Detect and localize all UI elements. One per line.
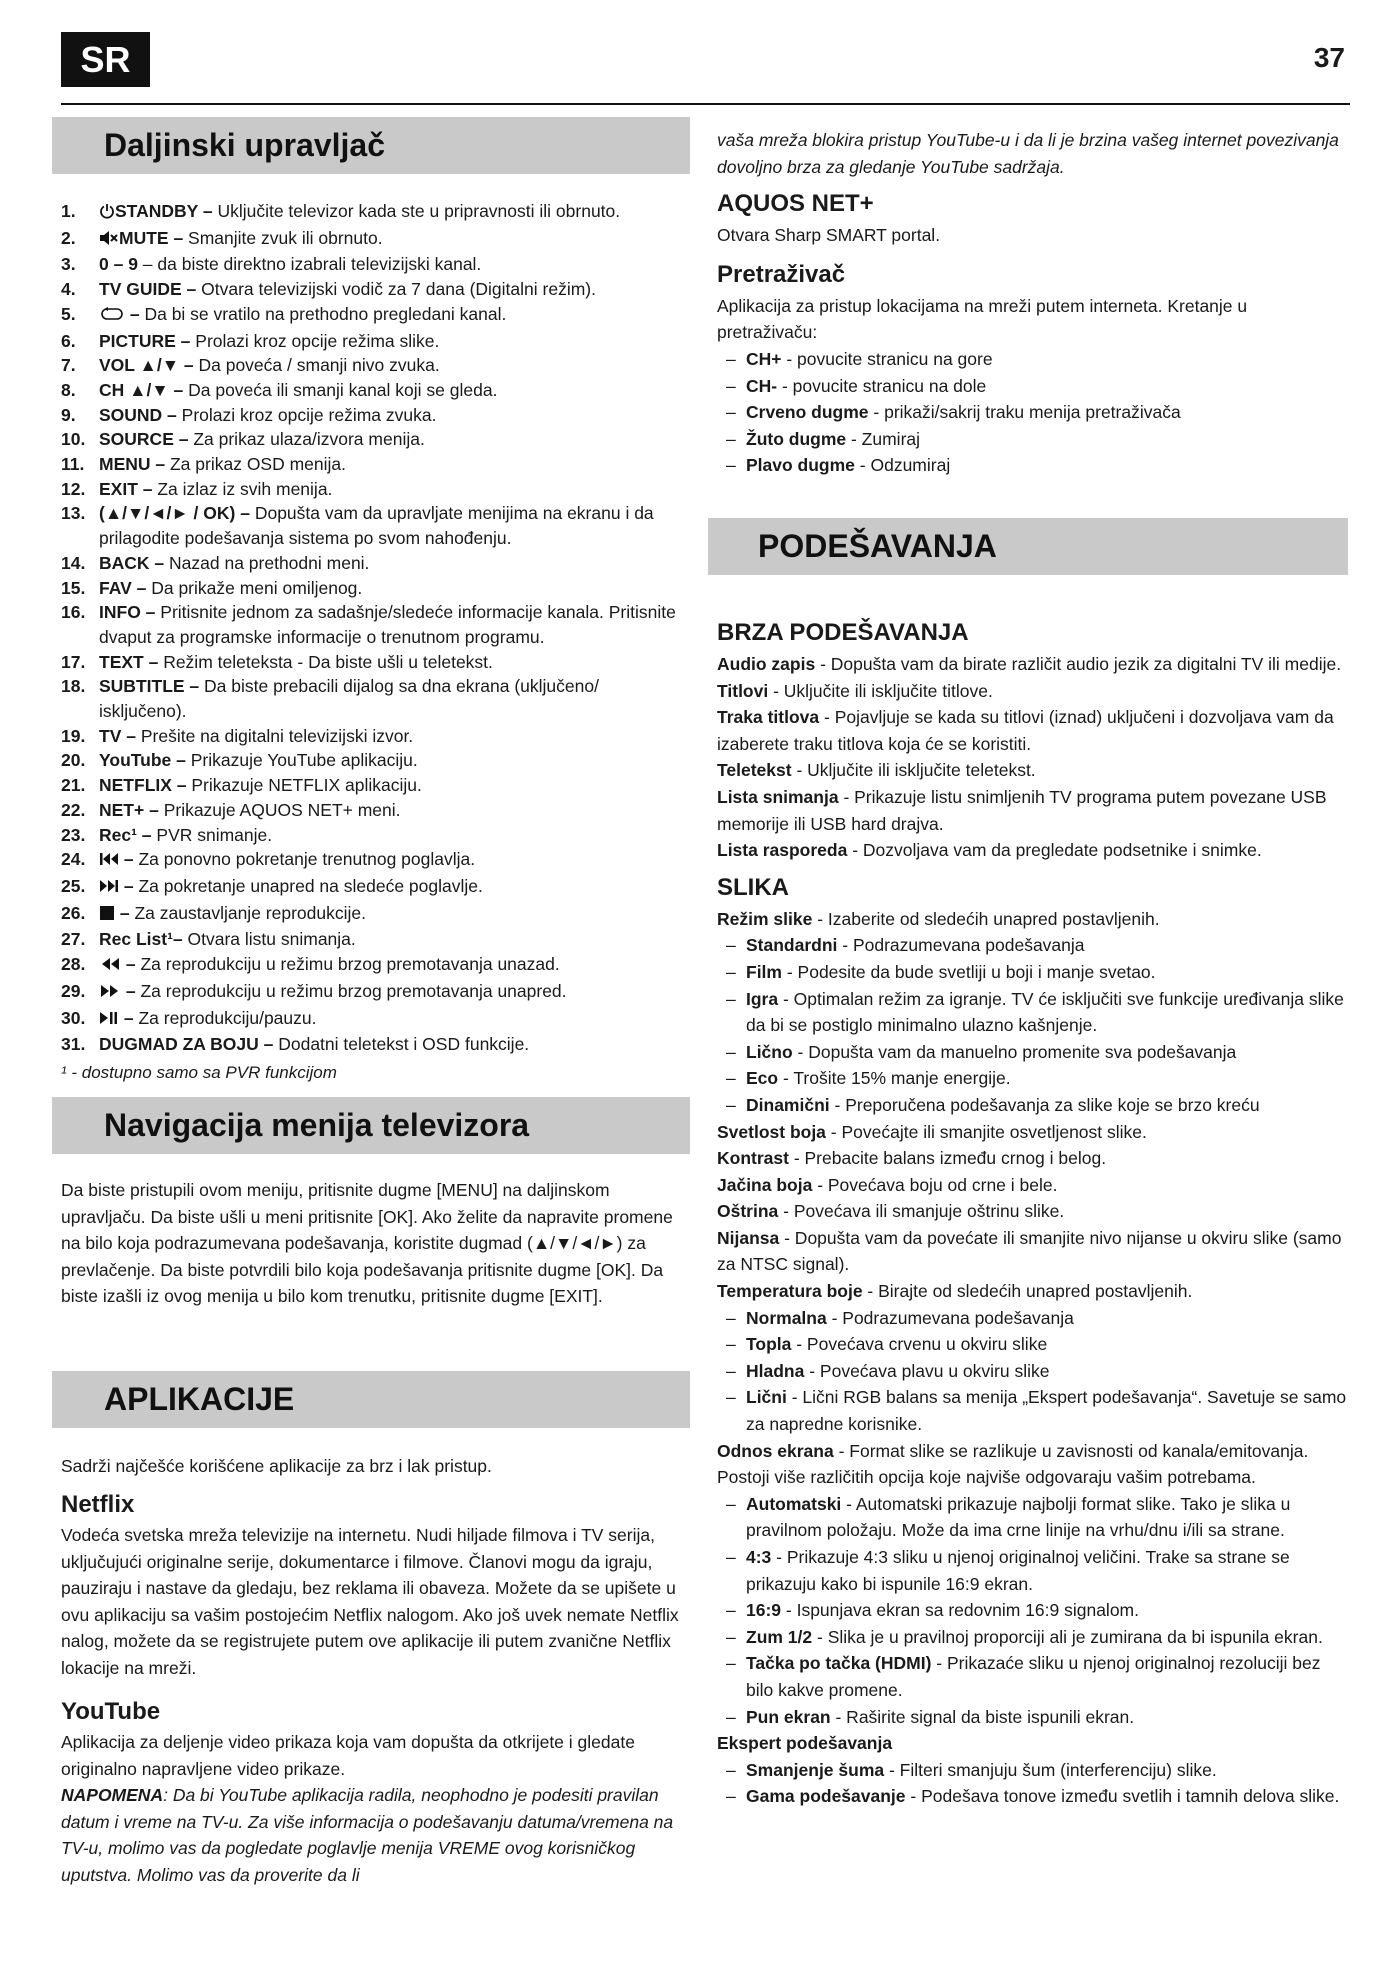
apps-intro: Sadrži najčešće korišćene aplikacije za brz i lak pristup. [61, 1456, 492, 1476]
item-key: CH ▲/▼ – [99, 379, 184, 400]
prev-chapter-icon [99, 849, 119, 874]
item-number: 17. [61, 651, 86, 672]
item-description: Prolazi kroz opcije režima slike. [190, 330, 440, 351]
browser-control-item [717, 399, 1348, 426]
term: Lično [746, 1041, 793, 1062]
item-key: – [119, 875, 134, 896]
item-key: 0 – 9 [99, 254, 138, 275]
aspect-ratio-item [717, 1491, 1348, 1544]
term: Crveno dugme [746, 402, 869, 423]
term: Zum 1/2 [746, 1626, 813, 1647]
definition: - Uključite ili isključite teletekst. [791, 760, 1036, 781]
definition: - Podešava tonove između svetlih i tamnih delova slike. [905, 1786, 1340, 1807]
swap-icon [99, 304, 125, 329]
item-description: Prikazuje AQUOS NET+ meni. [158, 799, 401, 820]
item-description: Za pokretanje unapred na sledeće poglavlje. [133, 875, 483, 896]
item-key: (▲/▼/◄/► / OK) – [99, 503, 250, 524]
definition: - Prikazuje 4:3 sliku u njenoj originalnoj veličini. Trake sa strane se prikazuju kako bi ispunile 16:9 ekran. [746, 1547, 1290, 1594]
term: Tačka po tačka (HDMI) [746, 1653, 932, 1674]
definition: - Dopušta vam da povećate ili smanjite nivo nijanse u okviru slike (samo za NTSC signal). [717, 1227, 1342, 1275]
item-key: TEXT – [99, 651, 159, 672]
remote-list-item [61, 302, 690, 329]
item-key: – [125, 303, 140, 324]
definition: - Podrazumevana podešavanja [826, 1307, 1074, 1328]
term: 4:3 [746, 1547, 772, 1567]
item-number: 14. [61, 552, 86, 573]
remote-list-item [61, 252, 690, 277]
item-description: Za izlaz iz svih menija. [152, 478, 333, 499]
quick-settings-list [717, 651, 1348, 864]
rewind-icon [99, 954, 121, 979]
youtube-text: Aplikacija za deljenje video prikaza koja vam dopušta da otkrijete i gledate originalno napravljene video prikaze. [61, 1732, 635, 1779]
picture-params-list [717, 1119, 1348, 1279]
item-key: – [121, 980, 136, 1001]
definition: - Povećava boju od crne i bele. [812, 1174, 1058, 1195]
item-description: Da bi se vratilo na prethodno pregledani kanal. [139, 303, 507, 324]
item-number: 1. [61, 201, 76, 221]
item-description: Pritisnite jednom za sadašnje/sledeće informacije kanala. Pritisnite dvaput za programske informacije o trenutnom programu. [99, 602, 676, 647]
nav-paragraph: Da biste pristupili ovom meniju, pritisnite dugme [MENU] na daljinskom upravljaču. Da biste ušli u meni pritisnite [OK]. Ako želite da napravite promene na bilo koja podrazumevana podešavanja, koristite dugmad (▲/▼/◄/►) za prevlačenje. Da biste potvrdili bilo koja podešavanja pritisnite dugme [OK]. Da biste izašli iz ovog menija u bilo kom trenutku, pritisnite dugme [EXIT]. [61, 1180, 673, 1306]
aspect-ratio-item [717, 1544, 1348, 1597]
item-key: – [119, 849, 134, 870]
item-key: SOUND – [99, 404, 177, 425]
color-temp-item [717, 1384, 1348, 1437]
remote-list-item [61, 724, 690, 749]
remote-list-item [61, 748, 690, 773]
remote-list-item [61, 1032, 690, 1057]
color-temp-item [717, 1331, 1348, 1358]
item-number: 26. [61, 902, 86, 923]
item-description: Za zaustavljanje reprodukcije. [129, 902, 366, 923]
item-key: – [121, 954, 136, 975]
term: Hladna [746, 1360, 805, 1381]
netflix-section [61, 1488, 690, 1681]
item-key: NET+ – [99, 799, 159, 820]
term: Svetlost boja [717, 1121, 826, 1142]
aquos-text: Otvara Sharp SMART portal. [717, 225, 941, 246]
picture-param-item [717, 1172, 1348, 1199]
stop-icon [99, 903, 115, 928]
item-key: EXIT – [99, 478, 153, 499]
item-key: YouTube – [99, 750, 186, 771]
definition: - Podrazumevana podešavanja [837, 935, 1085, 956]
remote-list-item [61, 427, 690, 452]
item-description: Režim teleteksta - Da biste ušli u teletekst. [158, 651, 493, 672]
term: Igra [746, 988, 779, 1009]
remote-list-wrap [61, 199, 690, 1085]
youtube-section [61, 1695, 690, 1888]
definition: - Podesite da bude svetliji u boji i manje svetao. [781, 961, 1156, 982]
item-number: 6. [61, 330, 76, 351]
quick-setting-item [717, 678, 1348, 705]
item-number: 27. [61, 929, 86, 950]
quick-setting-item [717, 784, 1348, 837]
nav-heading: Navigacija menija televizora [52, 1097, 690, 1154]
item-number: 24. [61, 849, 86, 870]
item-number: 29. [61, 980, 86, 1001]
remote-list-item [61, 1006, 690, 1033]
remote-list-item [61, 501, 690, 550]
browser-controls-list [717, 346, 1348, 479]
item-number: 15. [61, 577, 86, 598]
note-text: : Da bi YouTube aplikacija radila, neophodno je podesiti pravilan datum i vreme na TV-u. Za više informacija o podešavanju datuma/vremena na TV-u, molimo vas da pogledate poglavlje menija VREME ovog korisničkog uputstva. Molimo vas da proverite da li [61, 1785, 674, 1885]
aspect-ratio-item [717, 1624, 1348, 1651]
item-number: 20. [61, 750, 86, 771]
aspect-ratio-item [717, 1650, 1348, 1703]
remote-list-item [61, 952, 690, 979]
item-key: DUGMAD ZA BOJU – [99, 1034, 274, 1055]
term: Lista snimanja [717, 786, 839, 807]
color-temp-line [717, 1278, 1348, 1305]
item-description: Da poveća ili smanji kanal koji se gleda. [183, 379, 498, 400]
aspect-ratio-item [717, 1704, 1348, 1731]
definition: - Optimalan režim za igranje. TV će isključiti sve funkcije uređivanja slike da bi se postiglo minimalno ulazno kašnjenje. [746, 988, 1344, 1036]
term: Dinamični [746, 1094, 830, 1115]
quick-settings-title: BRZA PODEŠAVANJA [717, 619, 969, 646]
play-pause-icon [99, 1008, 119, 1033]
remote-list-item [61, 403, 690, 428]
picture-param-item [717, 1225, 1348, 1278]
definition: - Povećava ili smanjuje oštrinu slike. [778, 1201, 1065, 1222]
term: CH+ [746, 348, 782, 369]
item-description: Za prikaz OSD menija. [165, 454, 347, 475]
term: Audio zapis [717, 654, 816, 674]
definition: - Slika je u pravilnoj proporciji ali je zumirana da bi ispunila ekran. [812, 1626, 1323, 1647]
definition: - Zumiraj [846, 428, 921, 449]
picture-mode-item [717, 1039, 1348, 1066]
term: Temperatura boje [717, 1281, 863, 1302]
item-description: Otvara listu snimanja. [182, 929, 356, 950]
language-badge: SR [61, 32, 150, 87]
browser-control-item [717, 373, 1348, 400]
item-key: Rec List¹– [99, 929, 183, 950]
term: Titlovi [717, 680, 769, 701]
item-number: 9. [61, 404, 76, 425]
item-description: Dopušta vam da upravljate menijima na ekranu i da prilagodite podešavanja sistema po svom nahođenju. [99, 503, 654, 549]
item-key: TV GUIDE – [99, 279, 197, 300]
term: Jačina boja [717, 1174, 813, 1195]
item-key: SOURCE – [99, 429, 189, 450]
definition: - Prebacite balans između crnog i belog. [788, 1148, 1107, 1169]
definition: - povucite stranicu na dole [777, 375, 987, 396]
remote-list-item [61, 927, 690, 952]
item-description: Da biste prebacili dijalog sa dna ekrana (uključeno/ isključeno). [99, 676, 599, 722]
term: Nijansa [717, 1227, 780, 1248]
picture-mode-item [717, 1065, 1348, 1092]
right-top-block [717, 127, 1348, 479]
remote-list-item [61, 353, 690, 378]
pvr-footnote: ¹ - dostupno samo sa PVR funkcijom [61, 1062, 337, 1082]
expert-title: Ekspert podešavanja [717, 1733, 893, 1754]
browser-control-item [717, 346, 1348, 373]
definition: - Prikazaće sliku u njenoj originalnoj rezoluciji bez bilo kakve promene. [746, 1653, 1321, 1700]
term: CH- [746, 375, 778, 396]
remote-list-item [61, 329, 690, 354]
definition: - Dopušta vam da manuelno promenite sva podešavanja [792, 1041, 1237, 1062]
term: Automatski [746, 1493, 842, 1514]
item-number: 16. [61, 602, 86, 623]
item-key: MENU – [99, 454, 166, 475]
picture-mode-item [717, 1092, 1348, 1119]
item-number: 7. [61, 355, 76, 376]
remote-list-item [61, 600, 690, 649]
left-column [52, 0, 690, 1987]
aquos-title: AQUOS NET+ [717, 190, 874, 218]
quick-setting-item [717, 704, 1348, 757]
remote-list-item [61, 576, 690, 601]
item-description: Za prikaz ulaza/izvora menija. [188, 429, 425, 450]
item-key: – [119, 1007, 134, 1028]
picture-param-item [717, 1119, 1348, 1146]
item-key: INFO – [99, 602, 156, 623]
definition: - Povećava crvenu u okviru slike [791, 1334, 1048, 1355]
term: Kontrast [717, 1148, 789, 1169]
item-number: 23. [61, 824, 86, 845]
fast-forward-icon [99, 981, 121, 1006]
definition: - prikaži/sakrij traku menija pretraživača [868, 402, 1181, 423]
item-description: Smanjite zvuk ili obrnuto. [183, 227, 383, 248]
netflix-title: Netflix [61, 1491, 135, 1518]
item-key: VOL ▲/▼ – [99, 355, 194, 376]
item-description: Prolazi kroz opcije režima zvuka. [176, 404, 437, 425]
item-number: 11. [61, 454, 85, 475]
term: Topla [746, 1334, 792, 1355]
remote-list-item [61, 551, 690, 576]
right-column [708, 0, 1348, 1987]
definition: - Povećajte ili smanjite osvetljenost slike. [825, 1121, 1147, 1142]
item-description: Prešite na digitalni televizijski izvor. [135, 725, 414, 746]
picture-title: SLIKA [717, 873, 789, 901]
definition: - Dozvoljava vam da pregledate podsetnike i snimke. [847, 840, 1262, 861]
item-number: 18. [61, 676, 86, 697]
remote-list-item [61, 979, 690, 1006]
item-description: Da poveća / smanji nivo zvuka. [193, 355, 440, 376]
item-number: 3. [61, 254, 76, 275]
item-description: Uključite televizor kada ste u pripravnosti ili obrnuto. [212, 201, 621, 221]
term: Eco [746, 1068, 779, 1089]
definition: - Dopušta vam da birate različit audio jezik za digitalni TV ili medije. [815, 654, 1342, 674]
term: Traka titlova [717, 707, 820, 728]
item-number: 8. [61, 379, 76, 400]
item-number: 2. [61, 227, 76, 248]
term: Odnos ekrana [717, 1440, 834, 1461]
settings-heading: PODEŠAVANJA [708, 518, 1348, 575]
netflix-text: Vodeća svetska mreža televizije na internetu. Nudi hiljade filmova i TV serija, uključujući originalne serije, dokumentarce i filmove. Članovi mogu da igraju, pauziraju i nastave da gledaju, bez reklama ili obaveza. Možete da se upišete u ovu aplikaciju sa vašim postojećim Netflix nalogom. Ako još uvek nemate Netflix nalog, možete da se registrujete putem ove aplikacije ili putem zvanične Netflix lokacije na mreži. [61, 1525, 679, 1678]
picture-param-item [717, 1145, 1348, 1172]
remote-list-item [61, 901, 690, 928]
item-description: Da prikaže meni omiljenog. [146, 577, 363, 598]
color-temp-item [717, 1358, 1348, 1385]
item-number: 19. [61, 725, 86, 746]
browser-control-item [717, 452, 1348, 479]
item-number: 12. [61, 478, 86, 499]
term: Oštrina [717, 1201, 779, 1222]
definition: - Filteri smanjuju šum (interferenciju) slike. [884, 1759, 1217, 1780]
remote-list-item [61, 277, 690, 302]
definition: - Ispunjava ekran sa redovnim 16:9 signalom. [781, 1600, 1139, 1621]
item-description: Prikazuje NETFLIX aplikaciju. [186, 775, 422, 796]
mute-icon [99, 228, 119, 253]
picture-mode-line [717, 906, 1348, 933]
term: Žuto dugme [746, 428, 847, 449]
settings-body [717, 611, 1348, 1810]
picture-mode-list [717, 932, 1348, 1118]
quick-setting-item [717, 651, 1348, 678]
expert-setting-item [717, 1783, 1348, 1810]
item-key: SUBTITLE – [99, 676, 200, 697]
definition: - Izaberite od sledećih unapred postavljenih. [812, 908, 1160, 929]
term: Lični [746, 1387, 787, 1408]
item-description: Za ponovno pokretanje trenutnog poglavlja. [133, 849, 476, 870]
item-key: PICTURE – [99, 330, 191, 351]
next-chapter-icon [99, 876, 119, 901]
term: Smanjenje šuma [746, 1759, 885, 1780]
note-continuation: vaša mreža blokira pristup YouTube-u i da li je brzina vašeg internet povezivanja dovoljno brza za gledanje YouTube sadržaja. [717, 130, 1339, 177]
definition: - Automatski prikazuje najbolji format slike. Tako je slika u pravilnom položaju. Može da ima crne linije na vrhu/dnu i/ili sa strane. [746, 1493, 1291, 1541]
remote-list-item [61, 650, 690, 675]
youtube-title: YouTube [61, 1698, 161, 1725]
item-description: PVR snimanje. [151, 824, 273, 845]
remote-heading: Daljinski upravljač [52, 117, 690, 174]
definition: - Pojavljuje se kada su titlovi (iznad) uključeni i dozvoljava vam da izaberete traku titlova koja će se koristiti. [717, 707, 1334, 754]
item-description: Prikazuje YouTube aplikaciju. [185, 750, 418, 771]
definition: - Uključite ili isključite titlove. [768, 680, 993, 701]
definition: - Birajte od sledećih unapred postavljenih. [862, 1281, 1193, 1302]
remote-list-item [61, 874, 690, 901]
definition: - Format slike se razlikuje u zavisnosti od kanala/emitovanja. Postoji više različitih opcija koje najviše odgovaraju vašim potrebama. [717, 1440, 1309, 1488]
apps-heading: APLIKACIJE [52, 1371, 690, 1428]
term: Film [746, 961, 782, 982]
item-number: 13. [61, 503, 86, 524]
picture-param-item [717, 1198, 1348, 1225]
definition: - Odzumiraj [854, 455, 951, 476]
picture-mode-item [717, 986, 1348, 1039]
item-number: 30. [61, 1007, 86, 1028]
definition: - Lični RGB balans sa menija „Ekspert podešavanja“. Savetuje se samo za napredne korisnike. [746, 1387, 1347, 1435]
definition: - Preporučena podešavanja za slike koje se brzo kreću [829, 1094, 1260, 1115]
item-number: 10. [61, 429, 86, 450]
browser-title: Pretraživač [717, 260, 846, 288]
picture-mode-item [717, 932, 1348, 959]
item-description: Nazad na prethodni meni. [164, 552, 370, 573]
remote-list-item [61, 452, 690, 477]
item-description: Za reprodukciju u režimu brzog premotavanja unazad. [135, 954, 560, 975]
item-number: 4. [61, 279, 76, 300]
power-icon [99, 201, 115, 226]
item-key: NETFLIX – [99, 775, 187, 796]
item-key: MUTE – [119, 227, 184, 248]
item-key: Rec¹ – [99, 824, 152, 845]
browser-control-item [717, 426, 1348, 453]
term: Plavo dugme [746, 455, 855, 476]
remote-list-item [61, 823, 690, 848]
expert-setting-item [717, 1757, 1348, 1784]
remote-control-list [61, 199, 690, 1057]
remote-list-item [61, 847, 690, 874]
definition: - Raširite signal da biste ispunili ekran. [830, 1706, 1135, 1727]
item-description: Dodatni teletekst i OSD funkcije. [273, 1034, 530, 1055]
quick-setting-item [717, 837, 1348, 864]
item-key: – [115, 902, 130, 923]
term: 16:9 [746, 1600, 782, 1621]
color-temp-item [717, 1305, 1348, 1332]
term: Režim slike [717, 908, 813, 929]
item-number: 25. [61, 875, 86, 896]
item-number: 28. [61, 954, 86, 975]
remote-list-item [61, 226, 690, 253]
picture-mode-item [717, 959, 1348, 986]
item-description: – da biste direktno izabrali televizijski kanal. [137, 254, 482, 275]
definition: - Prikazuje listu snimljenih TV programa putem povezane USB memorije ili USB hard drajva. [717, 786, 1327, 834]
item-key: TV – [99, 725, 136, 746]
definition: - Povećava plavu u okviru slike [804, 1360, 1050, 1381]
aspect-ratio-item [717, 1597, 1348, 1624]
color-temp-list [717, 1305, 1348, 1438]
item-description: Za reprodukciju u režimu brzog premotavanja unapred. [135, 980, 567, 1001]
item-number: 21. [61, 775, 86, 796]
aspect-ratio-list [717, 1491, 1348, 1730]
item-description: Otvara televizijski vodič za 7 dana (Digitalni režim). [196, 279, 596, 300]
item-key: FAV – [99, 577, 147, 598]
term: Gama podešavanje [746, 1786, 906, 1807]
definition: - povucite stranicu na gore [781, 348, 993, 369]
youtube-note [61, 1782, 690, 1888]
remote-list-item [61, 773, 690, 798]
term: Teletekst [717, 760, 792, 781]
item-number: 22. [61, 799, 86, 820]
remote-list-item [61, 798, 690, 823]
item-key: STANDBY – [115, 201, 213, 221]
definition: - Trošite 15% manje energije. [778, 1068, 1011, 1089]
browser-text: Aplikacija za pristup lokacijama na mreži putem interneta. Kretanje u pretraživaču: [717, 295, 1248, 343]
remote-list-item [61, 477, 690, 502]
term: Normalna [746, 1307, 827, 1328]
item-number: 31. [61, 1034, 86, 1055]
remote-list-item [61, 378, 690, 403]
aspect-ratio-line [717, 1438, 1348, 1491]
page-number: 37 [1313, 42, 1345, 73]
expert-settings-list [717, 1757, 1348, 1810]
term: Standardni [746, 935, 838, 956]
term: Lista rasporeda [717, 840, 848, 861]
remote-list-item [61, 199, 690, 226]
note-label: NAPOMENA [61, 1785, 164, 1805]
item-description: Za reprodukciju/pauzu. [133, 1007, 317, 1028]
item-number: 5. [61, 303, 76, 324]
item-key: BACK – [99, 552, 165, 573]
quick-setting-item [717, 757, 1348, 784]
term: Pun ekran [746, 1706, 831, 1727]
remote-list-item [61, 674, 690, 723]
